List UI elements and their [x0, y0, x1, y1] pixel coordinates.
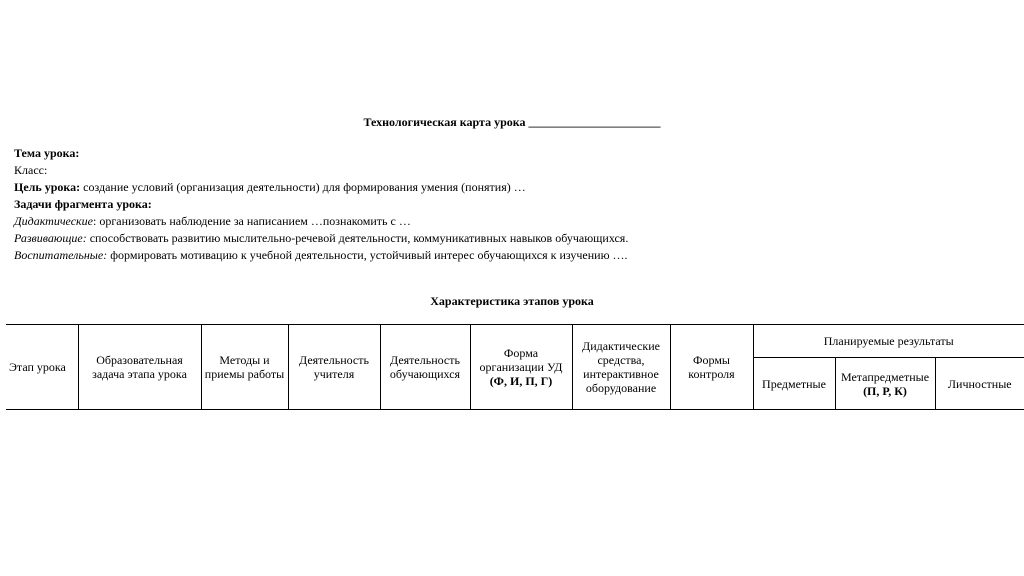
header-organization-form: [470, 325, 572, 410]
developing-label: Развивающие:: [14, 231, 87, 245]
meta-results-codes: (П, Р, К): [863, 383, 907, 398]
header-task: Образовательная задача этапа урока: [78, 325, 201, 410]
organization-form-codes: (Ф, И, П, Г): [489, 374, 553, 388]
educational-label: Воспитательные:: [14, 248, 108, 262]
developing-text: способствовать развитию мыслительно-речевой деятельности, коммуникативных навыков обучающихся.: [86, 231, 629, 245]
goal-label: Цель урока:: [14, 180, 81, 194]
header-teacher-activity: Деятельность учителя: [288, 325, 380, 410]
developing-line: [14, 230, 628, 247]
tasks-line: [14, 196, 628, 213]
header-meta-results: [835, 358, 935, 410]
educational-text: формировать мотивацию к учебной деятельности, устойчивый интерес обучающихся к изучению ….: [107, 248, 628, 262]
didactic-line: [14, 213, 628, 230]
document-title: Технологическая карта урока ______________________: [363, 115, 661, 129]
section-title: Характеристика этапов урока: [430, 294, 594, 308]
class-line: [14, 162, 628, 179]
didactic-text: : организовать наблюдение за написанием …познакомить с …: [92, 214, 411, 228]
header-methods: Методы и приемы работы: [201, 325, 288, 410]
meta-results-label: Метапредметные: [840, 369, 930, 384]
header-subject-results: Предметные: [753, 358, 835, 410]
header-control-forms: Формы контроля: [670, 325, 753, 410]
topic-line: [14, 145, 628, 162]
goal-text: создание условий (организация деятельности) для формирования умения (понятия) …: [80, 180, 526, 194]
header-didactic-means: Дидактические средства, интерактивное оборудование: [572, 325, 670, 410]
class-label: Класс:: [14, 163, 48, 177]
didactic-label: Дидактические: [14, 214, 93, 228]
topic-label: Тема урока:: [14, 146, 80, 160]
lesson-meta-block: [14, 145, 628, 264]
lesson-stages-table: [6, 324, 1024, 410]
header-student-activity: Деятельность обучающихся: [380, 325, 470, 410]
header-planned-results: Планируемые результаты: [753, 325, 1024, 358]
goal-line: [14, 179, 628, 196]
header-personal-results: Личностные: [935, 358, 1024, 410]
organization-form-label: Форма организации УД: [479, 346, 563, 374]
educational-line: [14, 247, 628, 264]
header-stage: Этап урока: [6, 325, 78, 410]
tasks-label: Задачи фрагмента урока:: [14, 197, 152, 211]
